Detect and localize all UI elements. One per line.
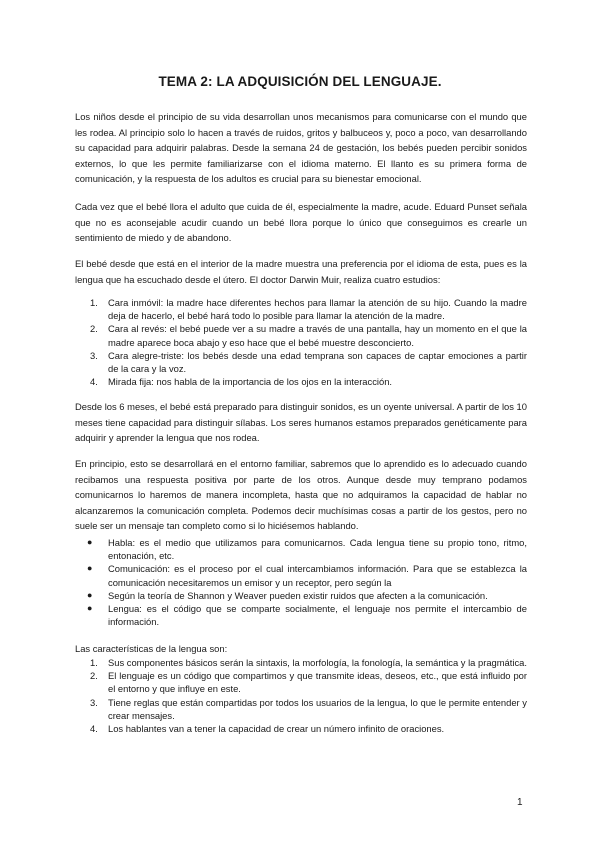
- list-item: 2. Cara al revés: el bebé puede ver a su madre a través de una pantalla, hay un momento en el que la madre aparece boca abajo y eso hace que el bebé muestre desconcierto.: [90, 323, 527, 348]
- list-item: 4. Mirada fija: nos habla de la importancia de los ojos en la interacción.: [90, 376, 393, 388]
- list-item: 1. Cara inmóvil: la madre hace diferentes hechos para llamar la atención de su hijo. Cuando la madre deja de hacerlo, el bebé hará todo lo posible para llamar la atención de la madre.: [90, 297, 527, 322]
- paragraph-environment: En principio, esto se desarrollará en el entorno familiar, sabremos que lo aprendido es lo adecuado cuando recibamos una respuesta positiva por parte de los otros. Aunque desde muy temprano podamos comunicarnos lo haremos de manera incompleta, hasta que no adquiramos la capacidad de hablar no alcanzaremos la comunicación completa. Podemos decir muchísimas cosas a partir de los gestos, pero no suele ser un mensaje tan completo como si lo hiciésemos hablando.: [75, 458, 527, 531]
- list-item: ● Habla: es el medio que utilizamos para comunicarnos. Cada lengua tiene su propio tono, ritmo, entonación, etc.: [87, 537, 527, 562]
- studies-list: [75, 296, 527, 388]
- list-item: 3. Tiene reglas que están compartidas por todos los usuarios de la lengua, lo que le permite entender y crear mensajes.: [90, 696, 527, 721]
- list-item: ● Lengua: es el código que se comparte socialmente, el lenguaje nos permite el intercambio de información.: [87, 603, 527, 628]
- list-item: 4. Los hablantes van a tener la capacidad de crear un número infinito de oraciones.: [90, 723, 445, 735]
- page-title: TEMA 2: LA ADQUISICIÓN DEL LENGUAJE.: [158, 74, 442, 89]
- paragraph-intro: Los niños desde el principio de su vida desarrollan unos mecanismos para comunicarse con el mundo que les rodea. Al principio solo lo hacen a través de ruidos, gritos y balbuceos y, poco a poco, van desarrollando su capacidad para adquirir palabras. Desde la semana 24 de gestación, los bebés pueden percibir sonidos externos, lo que les permite familiarizarse con el idioma materno. El llanto es su primera forma de comunicación, y la respuesta de los adultos es crucial para su bienestar emocional.: [75, 111, 527, 184]
- list-item: ● Según la teoría de Shannon y Weaver pueden existir ruidos que afecten a la comunicación.: [87, 589, 488, 601]
- paragraph-preference: El bebé desde que está en el interior de la madre muestra una preferencia por el idioma de esta, pues es la lengua que ha escuchado desde el útero. El doctor Darwin Muir, realiza cuatro estudios:: [75, 258, 527, 285]
- list-item: 2. El lenguaje es un código que compartimos y que transmite ideas, deseos, etc., que está influido por el entorno y que influye en este.: [90, 670, 527, 695]
- list-item: 1. Sus componentes básicos serán la sintaxis, la morfología, la fonología, la semántica y la pragmática.: [90, 657, 527, 668]
- concepts-list: [75, 536, 527, 628]
- paragraph-crying: Cada vez que el bebé llora el adulto que cuida de él, especialmente la madre, acude. Eduard Punset señala que no es aconsejable acudir cuando un bebé llora porque lo único que conseguimos es crearle un sentimiento de miedo y de abandono.: [75, 201, 527, 243]
- list-item: ● Comunicación: es el proceso por el cual intercambiamos información. Para que se establezca la comunicación necesitaremos un emisor y un receptor, pero según la: [87, 563, 527, 588]
- characteristics-lead: Las características de la lengua son:: [75, 643, 228, 654]
- characteristics-list: [75, 656, 527, 735]
- page-number: 1: [517, 797, 523, 808]
- paragraph-months: Desde los 6 meses, el bebé está preparado para distinguir sonidos, es un oyente universal. A partir de los 10 meses tiene capacidad para distinguir sílabas. Los seres humanos estamos preparados genéticamente para adquirir y aprender la lengua que nos rodea.: [75, 401, 527, 443]
- list-item: 3. Cara alegre-triste: los bebés desde una edad temprana son capaces de captar emociones a partir de la cara y la voz.: [90, 349, 527, 375]
